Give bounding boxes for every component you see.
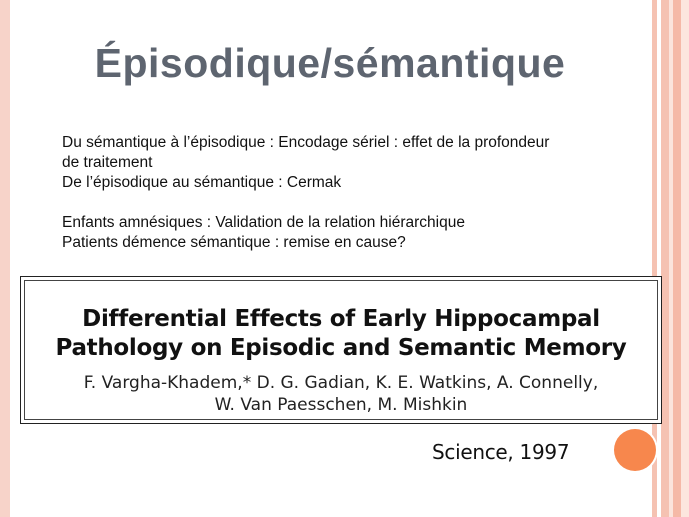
citation: Science, 1997 <box>432 440 570 464</box>
slide-title: Épisodique/sémantique <box>94 40 566 86</box>
body-line: Enfants amnésiques : Validation de la relation hiérarchique <box>62 214 465 231</box>
body-line: de traitement <box>62 154 153 171</box>
paper-excerpt-box <box>20 276 662 424</box>
paper-authors-line: W. Van Paesschen, M. Mishkin <box>214 395 468 415</box>
paper-title <box>21 305 661 363</box>
body-line: Patients démence sémantique : remise en cause? <box>62 234 406 251</box>
right-border-decoration <box>649 0 689 517</box>
body-text <box>62 133 632 253</box>
orange-circle-decoration <box>614 429 656 471</box>
left-border-decoration <box>0 0 10 517</box>
body-gap <box>62 193 632 213</box>
paper-title-line: Pathology on Episodic and Semantic Memory <box>55 335 627 361</box>
body-line: Du sémantique à l’épisodique : Encodage sériel : effet de la profondeur <box>62 134 550 151</box>
body-line: De l’épisodique au sémantique : Cermak <box>62 174 342 191</box>
paper-authors <box>21 372 661 416</box>
paper-title-line: Differential Effects of Early Hippocampal <box>82 306 600 332</box>
paper-authors-line: F. Vargha-Khadem,* D. G. Gadian, K. E. Watkins, A. Connelly, <box>83 373 599 393</box>
